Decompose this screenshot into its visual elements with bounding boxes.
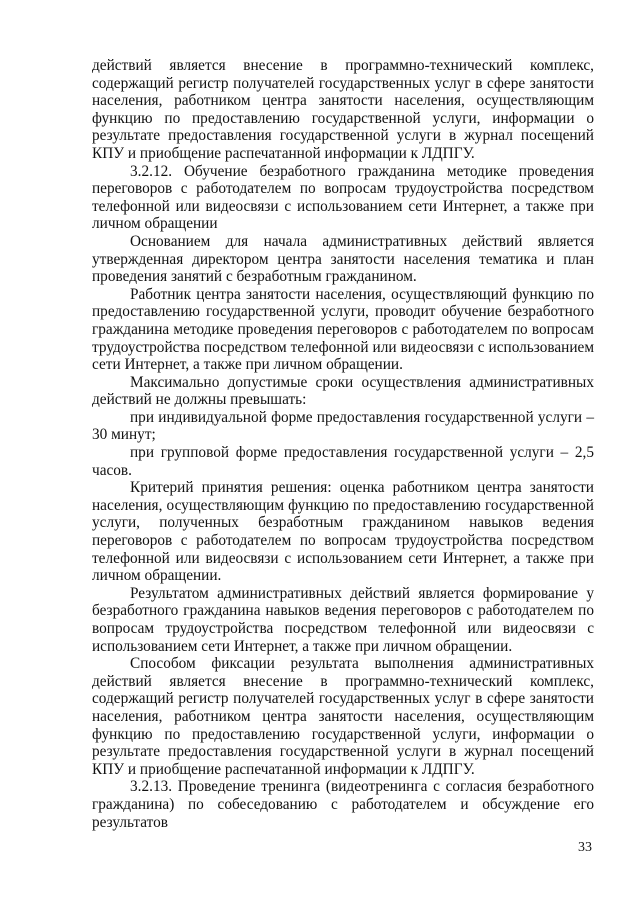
paragraph-4: Работник центра занятости населения, осуществляющий функцию по предоставлению государственной услуги, проводит обучение безработного гражданина методике проведения переговоров с работодателем по вопросам трудоустройства посредством телефонной или видеосвязи с использованием сети Интернет, а также при личном обращении. — [92, 285, 594, 374]
paragraph-section-3-2-12: 3.2.12. Обучение безработного гражданина методике проведения переговоров с работодателем по вопросам трудоустройства посредством телефонной или видеосвязи с использованием сети Интернет, а также при личном обращении — [92, 162, 594, 233]
paragraph-10: Способом фиксации результата выполнения административных действий является внесение в программно-технический комплекс, содержащий регистр получателей государственных услуг в сфере занятости населения, работником центра занятости населения, осуществляющим функцию по предоставлению государственной услуги, информации о результате предоставления государственной услуги в журнал посещений КПУ и приобщение распечатанной информации к ЛДПГУ. — [92, 655, 594, 778]
document-body — [92, 57, 594, 831]
page-number: 33 — [578, 840, 592, 855]
paragraph-9: Результатом административных действий является формирование у безработного гражданина навыков ведения переговоров с работодателем по вопросам трудоустройства посредством телефонной или видеосвязи с использованием сети Интернет, а также при личном обращении. — [92, 584, 594, 655]
paragraph-5: Максимально допустимые сроки осуществления административных действий не должны превышать: — [92, 373, 594, 409]
paragraph-section-3-2-13: 3.2.13. Проведение тренинга (видеотренинга с согласия безработного гражданина) по собеседованию с работодателем и обсуждение его результатов — [92, 778, 594, 831]
paragraph-1: действий является внесение в программно-технический комплекс, содержащий регистр получателей государственных услуг в сфере занятости населения, работником центра занятости населения, осуществляющим функцию по предоставлению государственной услуги, информации о результате предоставления государственной услуги в журнал посещений КПУ и приобщение распечатанной информации к ЛДПГУ. — [92, 57, 594, 162]
paragraph-3: Основанием для начала административных действий является утвержденная директором центра занятости населения тематика и план проведения занятий с безработным гражданином. — [92, 232, 594, 286]
paragraph-6: при индивидуальной форме предоставления государственной услуги – 30 минут; — [92, 408, 594, 444]
paragraph-7: при групповой форме предоставления государственной услуги – 2,5 часов. — [92, 444, 594, 479]
paragraph-8: Критерий принятия решения: оценка работником центра занятости населения, осуществляющим функцию по предоставлению государственной услуги, полученных безработным гражданином навыков ведения переговоров с работодателем по вопросам трудоустройства посредством телефонной или видеосвязи с использованием сети Интернет, а также при личном обращении. — [92, 479, 594, 585]
